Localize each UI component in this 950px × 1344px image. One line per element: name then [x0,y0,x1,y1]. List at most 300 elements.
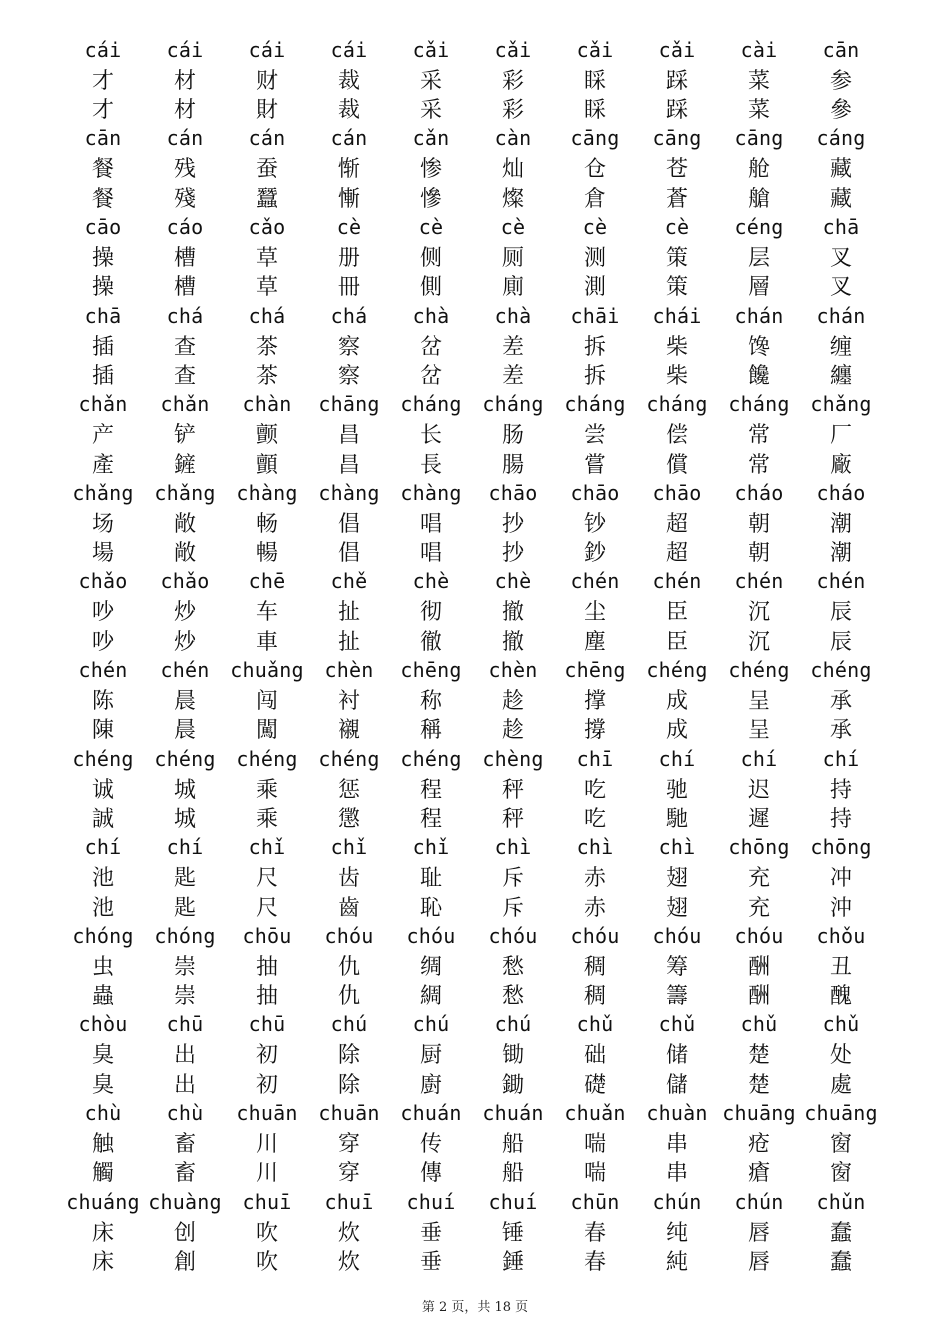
simplified-char: 城 [173,777,196,803]
simplified-char: 唱 [419,511,442,537]
pinyin: cè [500,214,526,239]
simplified-char: 驰 [665,777,688,803]
traditional-char: 艙 [747,186,770,212]
simplified-char: 餐 [91,157,114,183]
traditional-char: 乘 [255,807,278,833]
pinyin: chǎng [154,480,216,505]
traditional-char: 恥 [419,895,442,921]
simplified-char: 储 [665,1043,688,1069]
simplified-char: 呈 [747,688,770,714]
pinyin: chà [494,303,532,328]
simplified-row [62,862,882,892]
traditional-char: 廠 [829,452,852,478]
traditional-char: 稠 [583,984,606,1010]
simplified-char: 稠 [583,954,606,980]
simplified-char: 春 [583,1220,606,1246]
pinyin: cān [822,37,860,62]
simplified-char: 匙 [173,866,196,892]
pinyin-row [62,124,882,154]
traditional-char: 睬 [583,98,606,124]
simplified-char: 吃 [583,777,606,803]
traditional-char: 廁 [501,275,524,301]
pinyin-row [62,389,882,419]
simplified-char: 潮 [829,511,852,537]
simplified-char: 串 [665,1131,688,1157]
traditional-char: 彩 [501,98,524,124]
pinyin: chún [652,1189,702,1214]
simplified-char: 蠢 [829,1220,852,1246]
pinyin: chái [652,303,702,328]
entry-group [62,832,882,922]
traditional-char: 充 [747,895,770,921]
simplified-char: 仇 [337,954,360,980]
pinyin: chén [734,569,784,594]
simplified-char: 穿 [337,1131,360,1157]
simplified-char: 窗 [829,1131,852,1157]
pinyin: chí [658,746,696,771]
pinyin-row [62,744,882,774]
pinyin: chǎn [78,392,128,417]
pinyin: chéng [318,746,380,771]
traditional-char: 闖 [255,718,278,744]
pinyin: cháng [728,392,790,417]
traditional-char: 鋤 [501,1072,524,1098]
traditional-char: 錘 [501,1250,524,1276]
traditional-char: 臣 [665,629,688,655]
simplified-char: 出 [173,1043,196,1069]
pinyin: cán [248,126,286,151]
pinyin: cāo [84,214,122,239]
pinyin: cāng [734,126,784,151]
traditional-char: 顫 [255,452,278,478]
simplified-row [62,685,882,715]
traditional-char: 初 [255,1072,278,1098]
simplified-char: 财 [255,68,278,94]
pinyin: chóu [734,923,784,948]
traditional-char: 菜 [747,98,770,124]
simplified-char: 草 [255,245,278,271]
simplified-row [62,596,882,626]
simplified-char: 愁 [501,954,524,980]
traditional-char: 仇 [337,984,360,1010]
simplified-char: 成 [665,688,688,714]
pinyin: chāo [488,480,538,505]
traditional-char: 場 [91,541,114,567]
traditional-char: 潮 [829,541,852,567]
pinyin: chǔ [576,1012,614,1037]
traditional-char: 暢 [255,541,278,567]
simplified-char: 船 [501,1131,524,1157]
entry-group [62,1098,882,1188]
pinyin: chǔn [816,1189,866,1214]
traditional-char: 拆 [583,364,606,390]
simplified-char: 辰 [829,600,852,626]
simplified-char: 齿 [337,866,360,892]
traditional-char: 叉 [829,275,852,301]
traditional-row [62,271,882,301]
simplified-char: 厨 [419,1043,442,1069]
traditional-char: 唱 [419,541,442,567]
simplified-row [62,1216,882,1246]
simplified-char: 床 [91,1220,114,1246]
pinyin-row [62,567,882,597]
simplified-char: 纯 [665,1220,688,1246]
simplified-char: 吹 [255,1220,278,1246]
traditional-char: 成 [665,718,688,744]
pinyin-row [62,832,882,862]
traditional-char: 唇 [747,1250,770,1276]
pinyin: cè [664,214,690,239]
simplified-char: 锤 [501,1220,524,1246]
pinyin: chàng [400,480,462,505]
simplified-row [62,1039,882,1069]
pinyin: chǔ [740,1012,778,1037]
simplified-char: 抄 [501,511,524,537]
pinyin: chēng [400,657,462,682]
traditional-char: 蟲 [91,984,114,1010]
simplified-char: 槽 [173,245,196,271]
entry-group [62,212,882,302]
pinyin: chuí [406,1189,456,1214]
simplified-char: 才 [91,68,114,94]
pinyin: chōng [810,835,872,860]
traditional-char: 串 [665,1161,688,1187]
simplified-char: 锄 [501,1043,524,1069]
traditional-char: 馳 [665,807,688,833]
simplified-char: 采 [419,68,442,94]
simplified-char: 策 [665,245,688,271]
pinyin: chéng [810,657,872,682]
pinyin: cǎn [412,126,450,151]
pinyin: chuàn [646,1100,708,1125]
traditional-char: 辰 [829,629,852,655]
traditional-char: 吵 [91,629,114,655]
pinyin: chéng [236,746,298,771]
simplified-char: 臣 [665,600,688,626]
simplified-char: 础 [583,1043,606,1069]
pinyin: cháng [564,392,626,417]
traditional-char: 純 [665,1250,688,1276]
simplified-row [62,242,882,272]
traditional-char: 齒 [337,895,360,921]
pinyin: cháng [646,392,708,417]
pinyin: chǔ [822,1012,860,1037]
simplified-char: 楚 [747,1043,770,1069]
pinyin: chéng [72,746,134,771]
traditional-char: 抽 [255,984,278,1010]
traditional-char: 車 [255,629,278,655]
pinyin: chán [816,303,866,328]
pinyin: chēng [564,657,626,682]
simplified-char: 车 [255,600,278,626]
pinyin: chǐ [412,835,450,860]
simplified-char: 沉 [747,600,770,626]
simplified-char: 畅 [255,511,278,537]
simplified-char: 陈 [91,688,114,714]
pinyin: cāng [570,126,620,151]
traditional-char: 饞 [747,364,770,390]
simplified-char: 钞 [583,511,606,537]
pinyin: chě [330,569,368,594]
simplified-char: 残 [173,157,196,183]
traditional-char: 醜 [829,984,852,1010]
pinyin-row [62,655,882,685]
simplified-char: 踩 [665,68,688,94]
pinyin: chā [822,214,860,239]
pinyin: chù [84,1100,122,1125]
simplified-char: 川 [255,1131,278,1157]
traditional-char: 裁 [337,98,360,124]
simplified-char: 赤 [583,866,606,892]
pinyin: chá [248,303,286,328]
simplified-char: 彩 [501,68,524,94]
pinyin: chì [658,835,696,860]
simplified-char: 撑 [583,688,606,714]
traditional-char: 腸 [501,452,524,478]
simplified-char: 察 [337,334,360,360]
traditional-char: 沖 [829,895,852,921]
pinyin: chèn [488,657,538,682]
simplified-row [62,65,882,95]
pinyin: chǎng [810,392,872,417]
simplified-row [62,1128,882,1158]
pinyin: cāng [652,126,702,151]
pinyin: chóu [570,923,620,948]
traditional-char: 徹 [419,629,442,655]
pinyin: chǔ [658,1012,696,1037]
traditional-char: 蠶 [255,186,278,212]
traditional-char: 抄 [501,541,524,567]
pinyin: chūn [570,1189,620,1214]
pinyin: cè [582,214,608,239]
traditional-char: 籌 [665,984,688,1010]
traditional-char: 垂 [419,1250,442,1276]
simplified-char: 程 [419,777,442,803]
traditional-char: 稱 [419,718,442,744]
traditional-char: 策 [665,275,688,301]
traditional-char: 才 [91,98,114,124]
pinyin: chóu [324,923,374,948]
pinyin: chà [412,303,450,328]
traditional-row [62,1157,882,1187]
pinyin: chǎng [72,480,134,505]
simplified-char: 丑 [829,954,852,980]
pinyin: cái [166,37,204,62]
traditional-char: 川 [255,1161,278,1187]
pinyin: chǎn [160,392,210,417]
traditional-char: 愁 [501,984,524,1010]
pinyin: chū [248,1012,286,1037]
pinyin: chāng [318,392,380,417]
simplified-row [62,773,882,803]
simplified-char: 传 [419,1131,442,1157]
traditional-row [62,1246,882,1276]
simplified-row [62,951,882,981]
pinyin: chí [166,835,204,860]
pinyin: chāo [570,480,620,505]
pinyin: chǐ [248,835,286,860]
pinyin: chuǎn [564,1100,626,1125]
traditional-char: 吃 [583,807,606,833]
simplified-char: 吵 [91,600,114,626]
simplified-char: 敞 [173,511,196,537]
pinyin: cáng [816,126,866,151]
traditional-char: 倡 [337,541,360,567]
pinyin: càn [494,126,532,151]
simplified-char: 撤 [501,600,524,626]
pinyin: chén [652,569,702,594]
simplified-char: 超 [665,511,688,537]
traditional-char: 處 [829,1072,852,1098]
traditional-char: 礎 [583,1072,606,1098]
simplified-char: 惭 [337,157,360,183]
simplified-char: 初 [255,1043,278,1069]
pinyin: chǎo [78,569,128,594]
simplified-char: 冲 [829,866,852,892]
pinyin: chóng [154,923,216,948]
entry-group [62,35,882,125]
traditional-char: 產 [91,452,114,478]
pinyin: chè [412,569,450,594]
traditional-char: 沉 [747,629,770,655]
entry-group [62,567,882,657]
simplified-char: 仓 [583,157,606,183]
entry-group [62,655,882,745]
traditional-char: 城 [173,807,196,833]
pinyin: chèng [482,746,544,771]
traditional-char: 廚 [419,1072,442,1098]
traditional-char: 傳 [419,1161,442,1187]
traditional-char: 創 [173,1250,196,1276]
traditional-row [62,803,882,833]
traditional-char: 蠢 [829,1250,852,1276]
traditional-char: 嘗 [583,452,606,478]
pinyin: chōu [242,923,292,948]
traditional-char: 陳 [91,718,114,744]
traditional-char: 酬 [747,984,770,1010]
traditional-char: 匙 [173,895,196,921]
traditional-char: 冊 [337,275,360,301]
traditional-char: 察 [337,364,360,390]
traditional-char: 慘 [419,186,442,212]
pinyin: chí [740,746,778,771]
traditional-char: 晨 [173,718,196,744]
simplified-char: 斥 [501,866,524,892]
pinyin: chá [166,303,204,328]
simplified-char: 查 [173,334,196,360]
simplified-char: 垂 [419,1220,442,1246]
pinyin: cài [740,37,778,62]
pinyin: cái [330,37,368,62]
pinyin: chàng [318,480,380,505]
entry-group [62,389,882,479]
pinyin: chū [166,1012,204,1037]
pinyin: chuán [400,1100,462,1125]
simplified-char: 产 [91,423,114,449]
entry-group [62,744,882,834]
traditional-char: 踩 [665,98,688,124]
page-footer: 第 2 页，共 18 页 [421,1300,529,1315]
traditional-char: 春 [583,1250,606,1276]
pinyin: chuán [482,1100,544,1125]
simplified-char: 筹 [665,954,688,980]
traditional-row [62,183,882,213]
pinyin: chéng [400,746,462,771]
simplified-char: 缠 [829,334,852,360]
traditional-char: 插 [91,364,114,390]
pinyin: chàn [242,392,292,417]
traditional-row [62,1069,882,1099]
pinyin: cè [418,214,444,239]
simplified-char: 菜 [747,68,770,94]
traditional-char: 測 [583,275,606,301]
traditional-char: 楚 [747,1072,770,1098]
simplified-char: 翅 [665,866,688,892]
pinyin: cháo [734,480,784,505]
simplified-char: 彻 [419,600,442,626]
traditional-char: 查 [173,364,196,390]
simplified-char: 闯 [255,688,278,714]
simplified-char: 持 [829,777,852,803]
pinyin: chú [330,1012,368,1037]
traditional-char: 側 [419,275,442,301]
traditional-char: 懲 [337,807,360,833]
simplified-char: 秤 [501,777,524,803]
traditional-row [62,448,882,478]
entry-group [62,1010,882,1100]
simplified-char: 朝 [747,511,770,537]
simplified-char: 茶 [255,334,278,360]
pinyin-row [62,1010,882,1040]
traditional-char: 柴 [665,364,688,390]
traditional-char: 岔 [419,364,442,390]
traditional-row [62,891,882,921]
traditional-row [62,626,882,656]
simplified-row [62,330,882,360]
simplified-row [62,153,882,183]
pinyin: chǎo [160,569,210,594]
traditional-char: 參 [829,98,852,124]
pinyin: cán [330,126,368,151]
traditional-char: 秤 [501,807,524,833]
traditional-char: 鏟 [173,452,196,478]
simplified-char: 畜 [173,1131,196,1157]
simplified-char: 晨 [173,688,196,714]
pinyin: chuàng [148,1189,222,1214]
traditional-char: 殘 [173,186,196,212]
traditional-row [62,714,882,744]
simplified-char: 喘 [583,1131,606,1157]
simplified-char: 称 [419,688,442,714]
traditional-char: 倉 [583,186,606,212]
traditional-char: 差 [501,364,524,390]
pinyin: cái [84,37,122,62]
entry-group [62,124,882,214]
pinyin: chóng [72,923,134,948]
traditional-row [62,360,882,390]
simplified-row [62,419,882,449]
pinyin: chuǎng [230,657,304,682]
simplified-char: 炊 [337,1220,360,1246]
traditional-char: 出 [173,1072,196,1098]
traditional-char: 材 [173,98,196,124]
traditional-char: 吹 [255,1250,278,1276]
pinyin-row [62,301,882,331]
pinyin: chén [816,569,866,594]
traditional-char: 蒼 [665,186,688,212]
pinyin: cháo [816,480,866,505]
pinyin: chú [494,1012,532,1037]
